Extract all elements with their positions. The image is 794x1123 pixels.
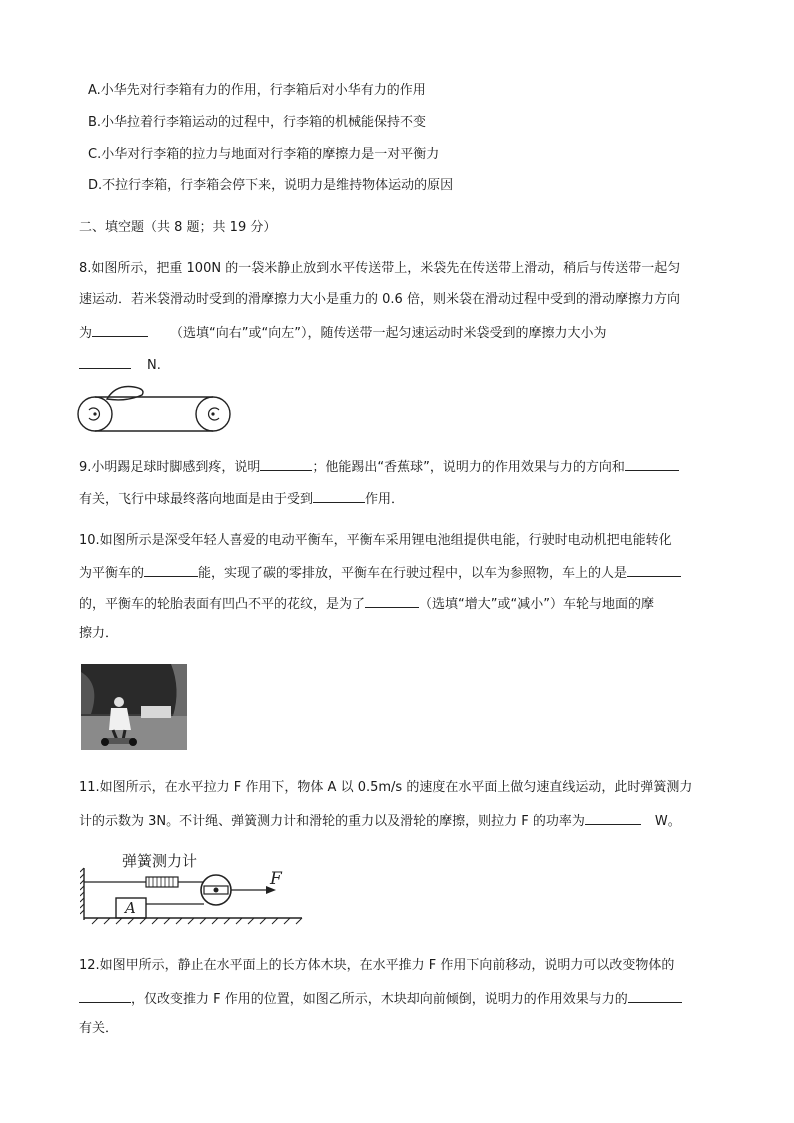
q10-line-1: 10.如图所示是深受年轻人喜爱的电动平衡车，平衡车采用锂电池组提供电能，行驶时电动机把电能转化	[79, 533, 672, 548]
spring-scale-pulley-figure	[80, 846, 310, 928]
q8-text-mid: （选填“向右”或“向左”），随传送带一起匀速运动时米袋受到的摩擦力大小为	[170, 326, 607, 341]
q12-blank-2[interactable]	[628, 988, 682, 1003]
q8-line-4	[79, 354, 161, 376]
balance-scooter-photo	[81, 664, 187, 750]
q12-line-2	[79, 988, 682, 1010]
q10-text-4: （选填“增大”或“减小”）车轮与地面的摩	[419, 597, 654, 612]
q10-blank-2[interactable]	[627, 562, 681, 577]
q9-line-2	[79, 488, 404, 510]
conveyor-belt-figure	[76, 378, 238, 438]
q10-blank-3[interactable]	[365, 593, 419, 608]
q9-text-2: ；他能踢出“香蕉球”，说明力的作用效果与力的方向和	[312, 460, 625, 475]
q10-blank-1[interactable]	[144, 562, 198, 577]
q9-text-3: 有关，飞行中球最终落向地面是由于受到	[79, 492, 314, 507]
spring-scale-label: 弹簧测力计	[122, 852, 198, 870]
q11-text-1: 计的示数为 3N。不计绳、弹簧测力计和滑轮的重力以及滑轮的摩擦，则拉力 F 的功率为	[79, 814, 585, 829]
q8-blank-1[interactable]	[92, 322, 148, 337]
q8-blank-2[interactable]	[79, 354, 131, 369]
q11-unit: W。	[654, 814, 681, 829]
q10-line-4: 擦力．	[79, 626, 119, 641]
q10-text-2: 能，实现了碳的零排放，平衡车在行驶过程中，以车为参照物，车上的人是	[198, 566, 628, 581]
q8-unit: N.	[147, 358, 161, 373]
force-f-label: F	[270, 869, 282, 889]
q10-line-3	[79, 593, 654, 615]
q8-line-3	[79, 322, 606, 344]
q12-line-3: 有关．	[79, 1021, 119, 1036]
q8-line-2: 速运动．若米袋滑动时受到的滑摩擦力大小是重力的 0.6 倍，则米袋在滑动过程中受到的滑动摩擦力方向	[79, 292, 680, 307]
option-b: B.小华拉着行李箱运动的过程中，行李箱的机械能保持不变	[88, 115, 427, 130]
option-d: D.不拉行李箱，行李箱会停下来，说明力是维持物体运动的原因	[88, 178, 454, 193]
section-title: 二、填空题（共 8 题；共 19 分）	[79, 220, 277, 235]
q8-line-1: 8.如图所示，把重 100N 的一袋米静止放到水平传送带上，米袋先在传送带上滑动，稍后与传送带一起匀	[79, 261, 681, 276]
q11-blank-1[interactable]	[585, 810, 641, 825]
q9-blank-3[interactable]	[313, 488, 365, 503]
q10-line-2	[79, 562, 681, 584]
q12-blank-1[interactable]	[79, 988, 131, 1003]
q8-text-prefix: 为	[79, 326, 93, 341]
q12-text-1: ，仅改变推力 F 作用的位置，如图乙所示，木块却向前倾倒，说明力的作用效果与力的	[131, 992, 628, 1007]
q9-text-1: 9.小明踢足球时脚感到疼，说明	[79, 460, 261, 475]
option-a: A.小华先对行李箱有力的作用，行李箱后对小华有力的作用	[88, 83, 426, 98]
q11-line-1: 11.如图所示，在水平拉力 F 作用下，物体 A 以 0.5m/s 的速度在水平面上做匀速直线运动，此时弹簧测力	[79, 780, 693, 795]
q9-blank-1[interactable]	[260, 456, 312, 471]
q10-text-3: 的，平衡车的轮胎表面有凹凸不平的花纹，是为了	[79, 597, 366, 612]
q11-line-2	[79, 810, 681, 832]
q10-text-1: 为平衡车的	[79, 566, 145, 581]
rice-bag-shape	[107, 387, 143, 400]
option-c: C.小华对行李箱的拉力与地面对行李箱的摩擦力是一对平衡力	[88, 147, 440, 162]
q12-line-1: 12.如图甲所示，静止在水平面上的长方体木块，在水平推力 F 作用下向前移动，说明力可以改变物体的	[79, 958, 675, 973]
q9-text-4: 作用．	[365, 492, 405, 507]
q9-line-1	[79, 456, 679, 478]
q9-blank-2[interactable]	[625, 456, 679, 471]
block-a-label: A	[125, 899, 136, 917]
